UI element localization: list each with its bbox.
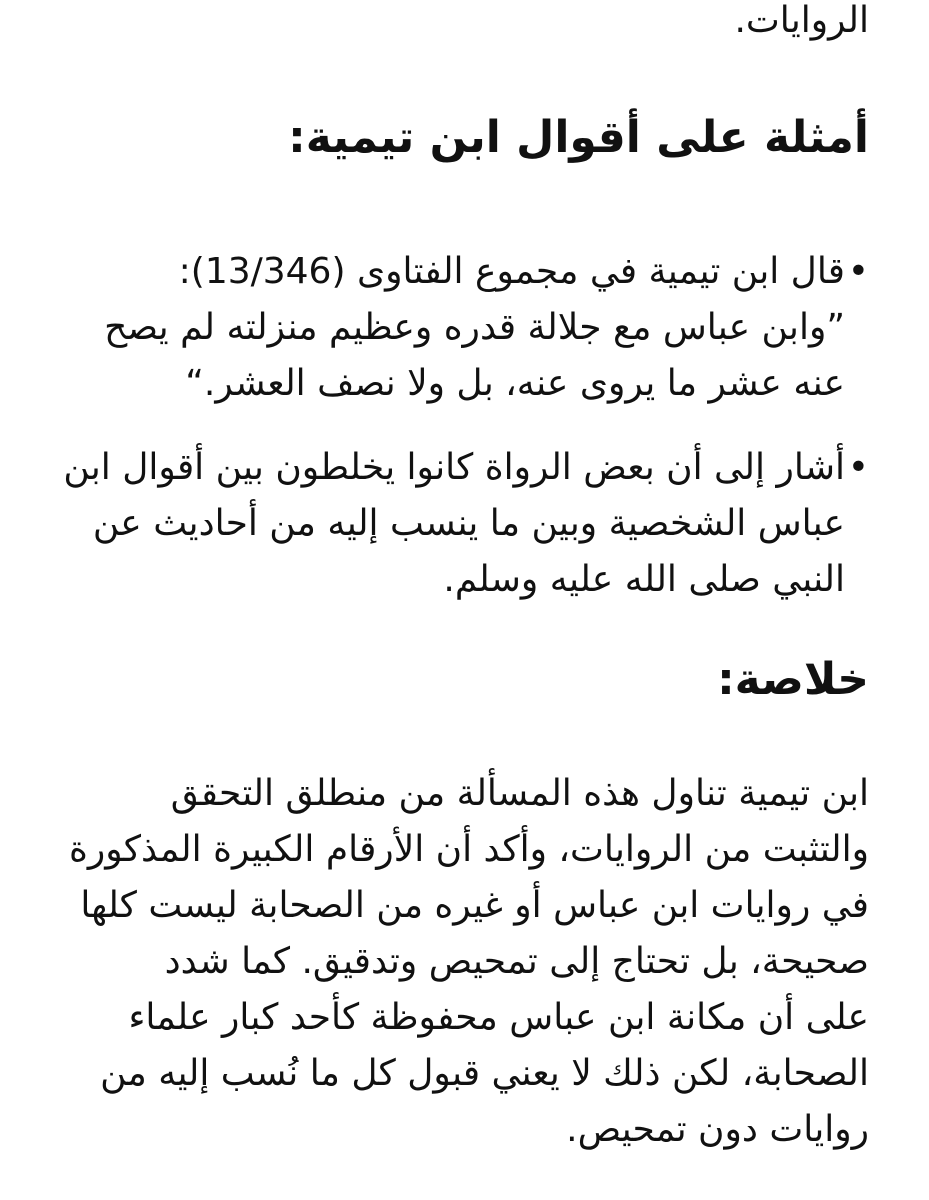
bullet-icon: •	[847, 251, 869, 292]
paragraph-line: روايات دون تمحيص.	[566, 1109, 869, 1150]
bullet-line: أشار إلى أن بعض الرواة كانوا يخلطون بين أقوال ابن	[63, 447, 845, 488]
bullet-line: قال ابن تيمية في مجموع الفتاوى (13/346):	[178, 251, 845, 292]
paragraph-line: في روايات ابن عباس أو غيره من الصحابة ليست كلها	[80, 885, 869, 926]
summary-heading: خلاصة:	[717, 654, 869, 705]
list-item	[101, 244, 869, 412]
bullet-line: عنه عشر ما يروى عنه، بل ولا نصف العشر.“	[185, 363, 845, 404]
bullet-line: عباس الشخصية وبين ما ينسب إليه من أحاديث عن	[92, 503, 845, 544]
bullet-icon: •	[847, 447, 869, 488]
examples-heading: أمثلة على أقوال ابن تيمية:	[288, 112, 869, 163]
paragraph-line: على أن مكانة ابن عباس محفوظة كأحد كبار علماء	[128, 997, 869, 1038]
paragraph-line: ابن تيمية تناول هذه المسألة من منطلق التحقق	[170, 773, 869, 814]
paragraph-line: الصحابة، لكن ذلك لا يعني قبول كل ما نُسب إليه من	[100, 1053, 869, 1094]
examples-list	[63, 244, 869, 636]
bullet-line: النبي صلى الله عليه وسلم.	[443, 559, 845, 600]
summary-paragraph	[57, 766, 869, 1158]
paragraph-line: والتثبت من الروايات، وأكد أن الأرقام الكبيرة المذكورة	[68, 829, 869, 870]
paragraph-line: صحيحة، بل تحتاج إلى تمحيص وتدقيق. كما شدد	[164, 941, 869, 982]
bullet-line: ”وابن عباس مع جلالة قدره وعظيم منزلته لم يصح	[104, 307, 845, 348]
list-item	[63, 440, 869, 608]
top-text-fragment: الروايات.	[734, 0, 869, 41]
